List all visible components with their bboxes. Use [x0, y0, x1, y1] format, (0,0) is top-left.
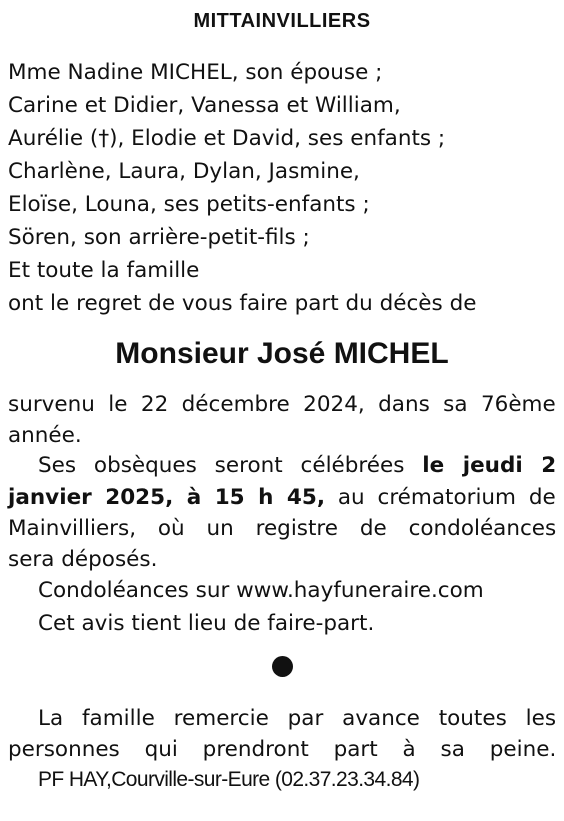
family-line-children-2: Aurélie (†), Elodie et David, ses enfants ;	[8, 126, 446, 151]
funeral-home-contact: PF HAY,Courville-sur-Eure (02.37.23.34.84)	[38, 768, 420, 791]
thanks-line-2: personnes qui prendront part à sa peine.	[8, 737, 557, 762]
town-heading: MITTAINVILLIERS	[193, 10, 371, 32]
funeral-line-1	[38, 451, 556, 481]
condolences-line: Condoléances sur www.hayfuneraire.com	[38, 578, 484, 603]
deceased-name: Monsieur José MICHEL	[115, 337, 449, 370]
faire-part-line: Cet avis tient lieu de faire-part.	[38, 611, 375, 636]
death-date-line: survenu le 22 décembre 2024, dans sa 76ème	[8, 392, 556, 417]
family-line-spouse: Mme Nadine MICHEL, son épouse ;	[8, 60, 383, 85]
funeral-intro-text: Ses obsèques seront célébrées	[38, 453, 405, 478]
funeral-line-2	[8, 483, 556, 513]
family-line-announcement: ont le regret de vous faire part du décès de	[8, 291, 477, 316]
family-line-children-1: Carine et Didier, Vanessa et William,	[8, 93, 401, 118]
death-age-line: année.	[8, 423, 82, 448]
family-line-grandchildren-1: Charlène, Laura, Dylan, Jasmine,	[8, 159, 360, 184]
funeral-date-bold-1: le jeudi 2	[422, 453, 557, 478]
family-line-grandchildren-2: Eloïse, Louna, ses petits-enfants ;	[8, 192, 370, 217]
funeral-line-3: Mainvilliers, où un registre de condoléances	[8, 516, 557, 541]
thanks-line-1: La famille remercie par avance toutes les	[38, 706, 557, 731]
funeral-date-bold-2: janvier 2025, à 15 h 45,	[8, 485, 326, 510]
funeral-line-4: sera déposés.	[8, 547, 158, 572]
family-line-great-grandchild: Sören, son arrière-petit-fils ;	[8, 225, 310, 250]
funeral-place-text: au crématorium de	[337, 485, 556, 510]
separator-bullet-icon	[272, 656, 293, 677]
family-line-whole-family: Et toute la famille	[8, 258, 200, 283]
